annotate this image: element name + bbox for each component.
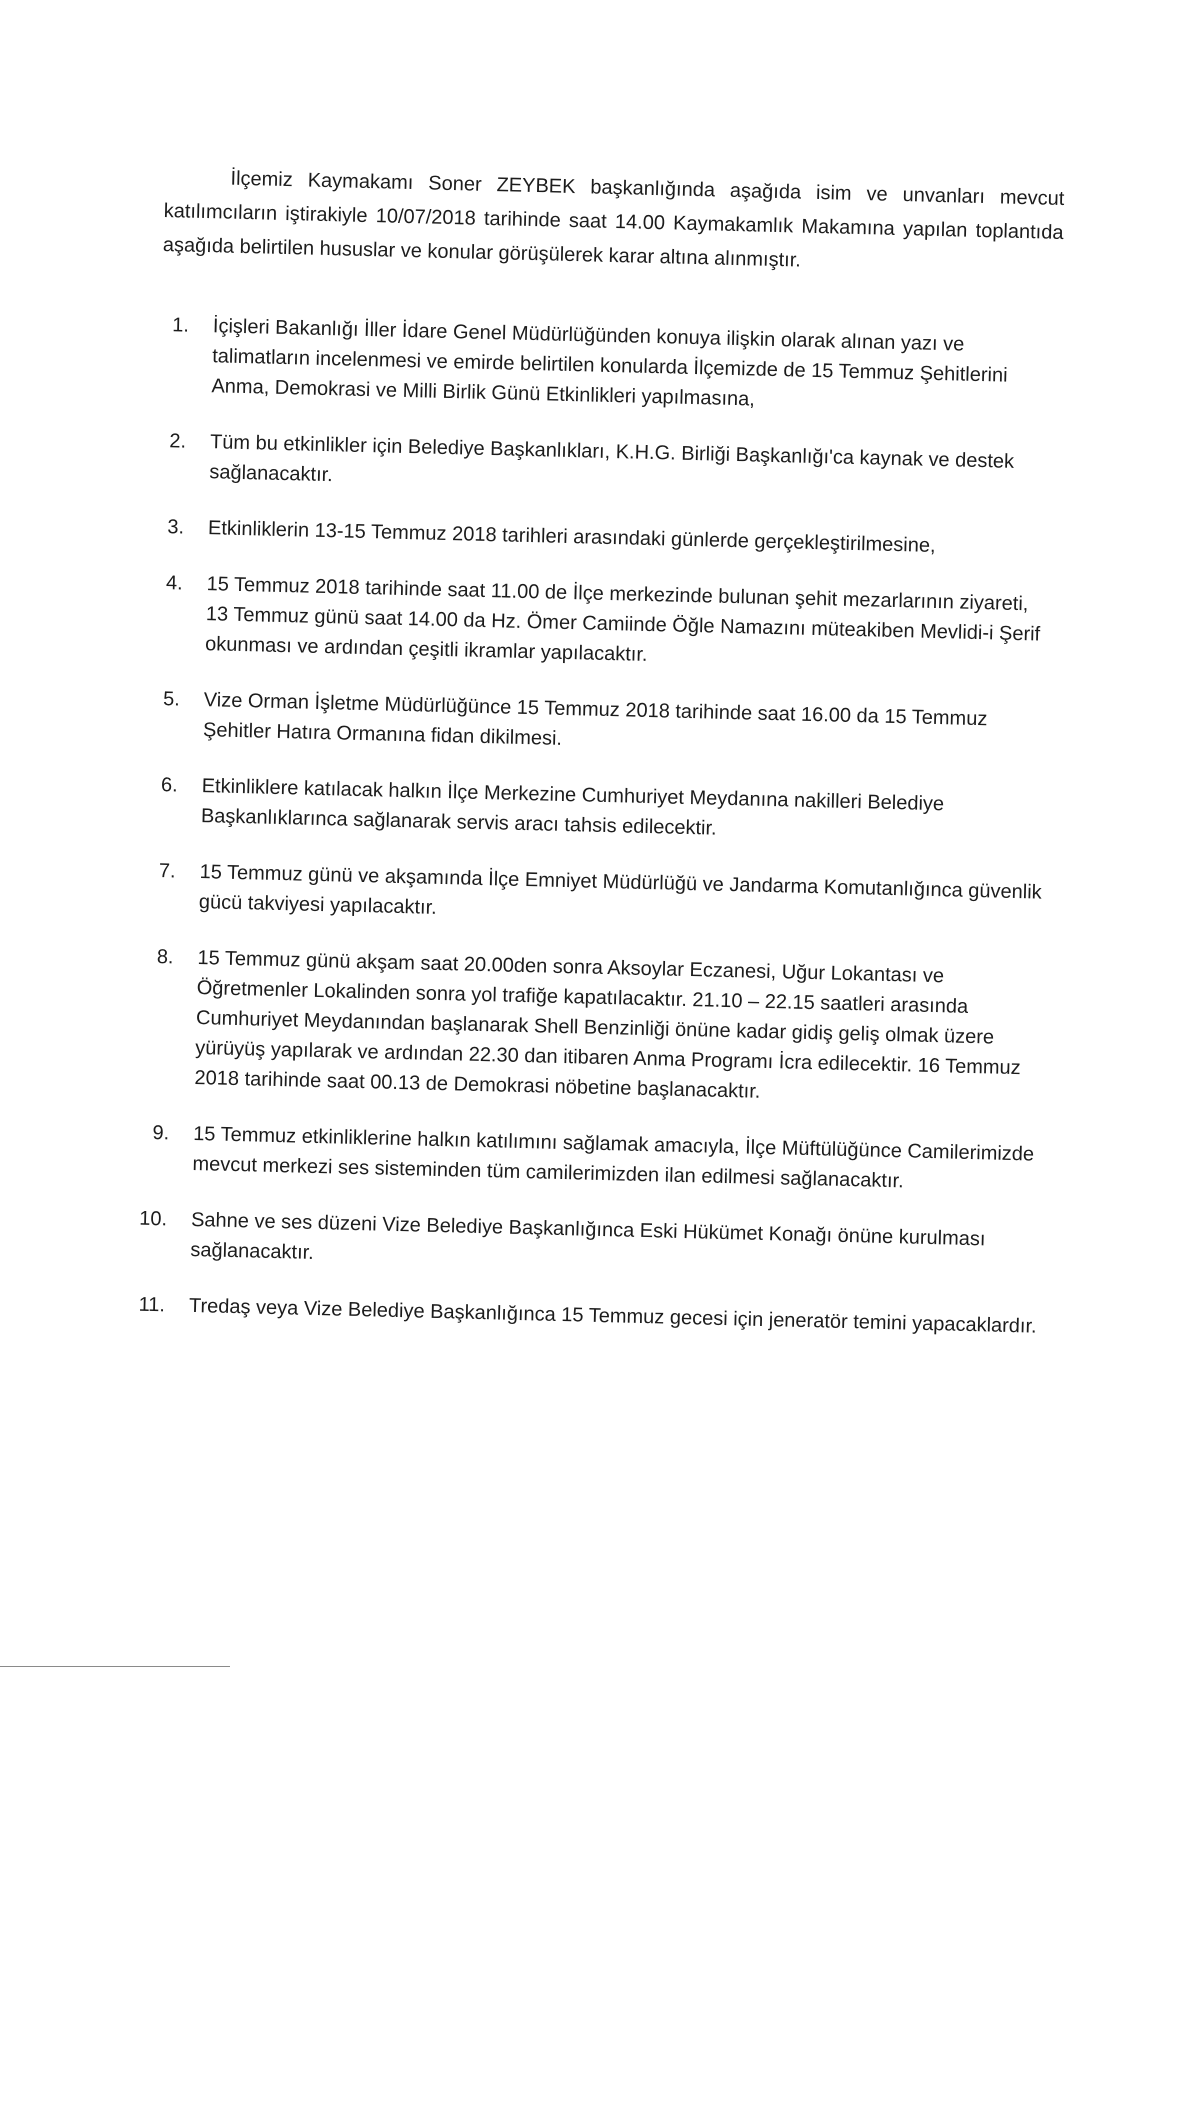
item-text: Sahne ve ses düzeni Vize Belediye Başkanlığınca Eski Hükümet Konağı önüne kurulması sağlanacaktır. xyxy=(190,1208,986,1264)
item-number: 10. xyxy=(139,1207,168,1231)
item-number: 8. xyxy=(156,946,174,969)
item-text: 15 Temmuz 2018 tarihinde saat 11.00 de İlçe merkezinde bulunan şehit mezarlarının ziyareti, 13 Temmuz günü saat 14.00 da Hz. Ömer Camiinde Öğle Namazını müteakiben Mevlidi-i Şerif okunması ve ardından çeşitli ikramlar yapılacaktır. xyxy=(204,573,1041,666)
list-item xyxy=(149,770,1050,852)
item-number: 1. xyxy=(172,314,190,337)
item-text: Etkinliklerin 13-15 Temmuz 2018 tarihleri arasındaki günlerde gerçekleştirilmesine, xyxy=(207,517,936,557)
list-item xyxy=(140,1118,1041,1200)
item-text: Tüm bu etkinlikler için Belediye Başkanlıkları, K.H.G. Birliği Başkanlığı'ca kaynak ve destek sağlanacaktır. xyxy=(209,431,1015,487)
list-item xyxy=(151,684,1052,766)
item-text: 15 Temmuz etkinliklerine halkın katılımını sağlamak amacıyla, İlçe Müftülüğünce Camilerimizde mevcut merkezi ses sisteminden tüm camilerimizden ilan edilmesi sağlanacaktır. xyxy=(192,1122,1035,1193)
list-item xyxy=(142,942,1045,1114)
item-number: 3. xyxy=(167,516,185,539)
document-body xyxy=(136,160,1065,1368)
item-number: 5. xyxy=(162,688,181,711)
list-item xyxy=(156,512,1056,564)
item-number: 7. xyxy=(158,860,176,883)
item-number: 9. xyxy=(152,1121,170,1145)
item-number: 2. xyxy=(169,430,187,453)
item-text: Etkinliklere katılacak halkın İlçe Merkezine Cumhuriyet Meydanına nakilleri Belediye Başkanlıklarınca sağlanarak servis aracı tahsis edilecektir. xyxy=(200,775,945,840)
list-item xyxy=(159,310,1061,422)
intro-paragraph: İlçemiz Kaymakamı Soner ZEYBEK başkanlığında aşağıda isim ve unvanları mevcut katılımcıların iştirakiyle 10/07/2018 tarihinde saat 14.00 Kaymakamlık Makamına yapılan toplantıda aşağıda belirtilen hususlar ve konular görüşülerek karar altına alınmıştır. xyxy=(162,167,1065,272)
decision-list xyxy=(137,310,1061,1342)
list-item xyxy=(153,568,1055,680)
item-text: 15 Temmuz günü ve akşamında İlçe Emniyet Müdürlüğü ve Jandarma Komutanlığınca güvenlik gücü takviyesi yapılacaktır. xyxy=(198,861,1042,919)
item-text: 15 Temmuz günü akşam saat 20.00den sonra Aksoylar Eczanesi, Uğur Lokantası ve Öğretmenler Lokalinden sonra yol trafiğe kapatılacaktır. 21.10 – 22.15 saatleri arasında Cumhuriyet Meydanından başlanarak Shell Benzinliği önüne kadar gidiş geliş olmak üzere yürüyüş yapılarak ve ardından 22.30 dan itibaren Anma Programı İcra edilecektir. 16 Temmuz 2018 tarihinde saat 00.13 de Demokrasi nöbetine başlanacaktır. xyxy=(194,947,1021,1103)
item-number: 11. xyxy=(138,1293,166,1317)
item-number: 4. xyxy=(165,572,183,595)
list-item xyxy=(138,1204,1039,1286)
item-text: Vize Orman İşletme Müdürlüğünce 15 Temmuz 2018 tarihinde saat 16.00 da 15 Temmuz Şehitler Hatıra Ormanına fidan dikilmesi. xyxy=(202,689,988,750)
item-text: İçişleri Bakanlığı İller İdare Genel Müdürlüğünden konuya ilişkin olarak alınan yazı ve talimatların incelenmesi ve emirde belirtilen konularda İlçemizde de 15 Temmuz Şehitlerini Anma, Demokrasi ve Milli Birlik Günü Etkinlikleri yapılmasına, xyxy=(211,315,1008,411)
list-item xyxy=(147,856,1048,938)
item-number: 6. xyxy=(160,774,178,797)
list-item xyxy=(157,426,1058,508)
list-item xyxy=(137,1290,1037,1342)
horizontal-rule xyxy=(0,1666,230,1667)
item-text: Tredaş veya Vize Belediye Başkanlığınca 15 Temmuz gecesi için jeneratör temini yapacaklardır. xyxy=(188,1294,1037,1338)
